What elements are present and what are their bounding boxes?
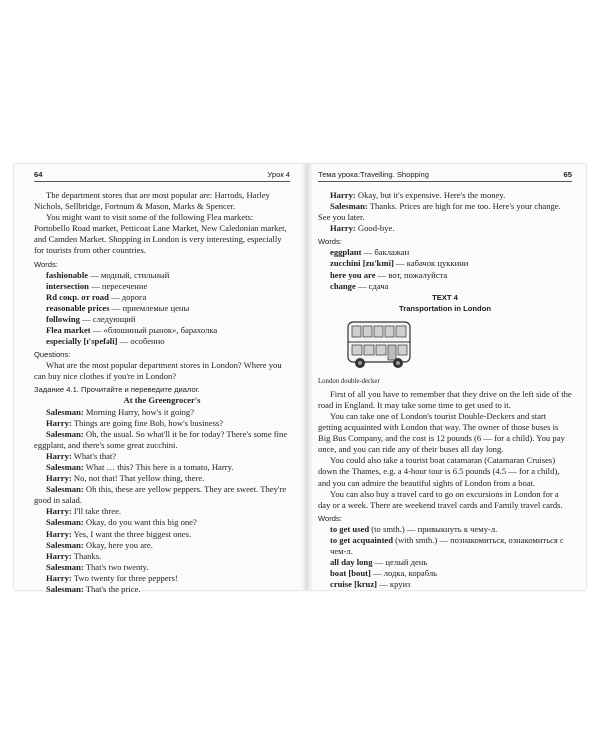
vocab-entry xyxy=(330,524,572,535)
dialog-line xyxy=(318,223,572,234)
dialog-line xyxy=(34,529,290,540)
vocab-term: zucchini [zu'kɪni] xyxy=(330,258,394,269)
body-paragraph: You can take one of London's tourist Double-Deckers and start getting acquainted with London that way. The owner of those buses is Big Bus Company, and the cost is 12 pounds (6 — for a child). You pay once, and you can ride any of their buses all day long. xyxy=(318,410,565,455)
dialog-speaker: Salesman: xyxy=(330,201,368,212)
vocab-entry xyxy=(330,247,572,258)
vocab-term: following xyxy=(46,313,80,324)
vocab-definition: (to smth.) — привыкнуть к чему-л. xyxy=(369,523,498,534)
dialog-text: I'll take three. xyxy=(71,506,122,517)
vocab-term: to get acquainted xyxy=(330,534,394,545)
vocab-term: fashionable xyxy=(46,269,89,280)
vocab-definition: — модный, стильный xyxy=(88,269,170,280)
dialog-speaker: Salesman: xyxy=(46,517,84,528)
text-number: TEXT 4 xyxy=(432,292,458,302)
double-decker-illustration xyxy=(346,318,412,375)
body-paragraph: First of all you have to remember that they drive on the left side of the road in England. It may take some time to get used to it. xyxy=(318,388,572,410)
vocab-term: to get used xyxy=(330,523,370,534)
book-spread xyxy=(14,164,586,594)
vocab-entry xyxy=(46,270,290,281)
body-paragraph: You can also buy a travel card to go on excursions in London for a day or a week. There are weekend travel cards and Family travel cards. xyxy=(318,488,563,510)
dialog-text: Oh this, these are yellow peppers. They are sweet. They're good in salad. xyxy=(34,484,287,506)
dialog-speaker: Harry: xyxy=(46,506,72,517)
left-page-number: 64 xyxy=(34,170,43,179)
vocab-entry xyxy=(46,303,290,314)
dialog-text: Thanks. Prices are high for me too. Here's your change. See you later. xyxy=(318,201,561,223)
words-heading: Words: xyxy=(318,237,342,247)
vocab-entry xyxy=(330,557,572,568)
vocab-definition: — кабачок цуккини xyxy=(393,258,469,269)
questions-heading: Questions: xyxy=(34,350,71,360)
dialog-speaker: Salesman: xyxy=(46,561,84,572)
right-running-title: Тема урока:Travelling. Shopping xyxy=(318,170,429,179)
dialog-line xyxy=(34,429,290,451)
dialog-speaker: Salesman: xyxy=(46,406,84,417)
dialog-speaker: Salesman: xyxy=(46,584,84,594)
dialog-speaker: Salesman: xyxy=(46,539,84,550)
words-heading: Words: xyxy=(34,259,58,269)
vocab-definition: — круиз xyxy=(377,579,411,590)
dialog-text: Okay, but it's expensive. Here's the money. xyxy=(355,190,506,200)
dialog-line xyxy=(34,517,290,528)
dialog-text: Okay, do you want this big one? xyxy=(83,517,197,528)
dialog-line xyxy=(34,540,290,551)
vocab-definition: — баклажан xyxy=(361,247,410,258)
vocab-definition: — вот, пожалуйста xyxy=(375,269,448,280)
vocab-entry xyxy=(330,535,572,557)
task-heading: Задание 4.1. Прочитайте и переведите диалог. xyxy=(34,385,200,395)
dialog-line xyxy=(34,551,290,562)
dialog-speaker: Harry: xyxy=(46,572,72,583)
dialog-speaker: Harry: xyxy=(330,190,356,200)
vocab-term: Flea market xyxy=(46,325,91,336)
dialog-speaker: Harry: xyxy=(46,450,72,461)
vocab-entry xyxy=(46,292,290,303)
vocab-definition: — следующий xyxy=(79,313,136,324)
dialog-text: Yes, I want the three biggest ones. xyxy=(71,528,192,539)
book-gutter xyxy=(301,164,313,590)
dialog-text: What's that? xyxy=(71,450,117,461)
dialog-speaker: Salesman: xyxy=(46,461,84,472)
dialog-line xyxy=(34,484,290,506)
vocab-definition: — «блошиный рынок», барахолка xyxy=(90,325,218,336)
body-paragraph: You could also take a tourist boat catamaran (Catamaran Cruises) down the Thames, e.g. a 4-hour tour is 6.5 pounds (4.5 — for a child), and you can admire the beautiful sights of London from a boat. xyxy=(318,455,560,488)
dialog-speaker: Harry: xyxy=(46,550,72,561)
vocab-term: Rd сокр. от road xyxy=(46,291,109,302)
dialog-line xyxy=(34,473,290,484)
vocab-term: intersection xyxy=(46,280,89,291)
vocab-definition: — дорога xyxy=(108,291,147,302)
text-title: Transportation in London xyxy=(399,303,491,313)
dialog-line xyxy=(34,451,290,462)
left-page xyxy=(34,170,290,595)
dialog-text: No, not that! That yellow thing, there. xyxy=(71,473,205,484)
vocab-entry xyxy=(330,270,572,281)
dialog-speaker: Harry: xyxy=(46,417,72,428)
vocab-term: reasonable prices xyxy=(46,302,110,313)
vocab-term: eggplant xyxy=(330,247,362,258)
dialog-text: Okay, here you are. xyxy=(83,539,153,550)
vocab-definition: — особенно xyxy=(117,336,165,347)
dialog-text: Two twenty for three peppers! xyxy=(71,572,178,583)
vocab-term: cruise [kruz] xyxy=(330,579,378,590)
dialog-line xyxy=(34,562,290,573)
vocab-term: all day long xyxy=(330,557,373,568)
intro-paragraph: The department stores that are most popular are: Harrods, Harley Nichols, Sellbridge, Fortnum & Mason, Marks & Spencer. xyxy=(34,190,270,212)
right-page-number: 65 xyxy=(563,170,572,179)
dialog-line xyxy=(318,201,572,223)
vocab-entry xyxy=(46,314,290,325)
vocab-term: boat [bout] xyxy=(330,568,371,579)
dialog-speaker: Harry: xyxy=(330,223,356,234)
vocab-term: change xyxy=(330,280,356,291)
vocab-entry xyxy=(330,568,572,579)
dialog-line xyxy=(34,506,290,517)
vocab-entry xyxy=(46,336,290,347)
vocab-definition: — лодка, корабль xyxy=(370,568,438,579)
right-page xyxy=(318,170,572,590)
vocab-definition: (with smth.) — познакомиться, ознакомиться с чем-л. xyxy=(330,534,564,556)
dialog-title: At the Greengrocer's xyxy=(123,395,201,406)
dialog-text: Thanks. xyxy=(71,550,102,561)
dialog-text: That's the price. xyxy=(83,584,141,594)
left-running-title: Урок 4 xyxy=(267,170,290,179)
dialog-speaker: Harry: xyxy=(46,528,72,539)
vocab-entry xyxy=(46,281,290,292)
vocab-definition: — приемлемые цены xyxy=(109,302,190,313)
dialog-speaker: Harry: xyxy=(46,473,72,484)
illustration-caption: London double-decker xyxy=(318,377,380,385)
dialog-text: Morning Harry, how's it going? xyxy=(83,406,195,417)
vocab-definition: — сдача xyxy=(355,280,389,291)
left-running-head xyxy=(34,170,290,182)
dialog-line xyxy=(34,584,290,595)
vocab-definition: — пересечение xyxy=(88,280,148,291)
vocab-term: especially [ɪ'spefəli] xyxy=(46,336,118,347)
vocab-entry xyxy=(46,325,290,336)
vocab-entry xyxy=(330,258,572,269)
dialog-line xyxy=(34,462,290,473)
dialog-text: Things are going fine Bob, how's business? xyxy=(71,417,224,428)
vocab-entry xyxy=(330,579,572,590)
dialog-text: Good-bye. xyxy=(355,223,395,234)
vocab-definition: — целый день xyxy=(372,557,428,568)
dialog-line xyxy=(34,418,290,429)
words-heading: Words: xyxy=(318,513,342,523)
dialog-text: Oh, the usual. So what'll it be for today? There's some fine eggplant, and there's some great zucchini. xyxy=(34,428,288,450)
right-running-head xyxy=(318,170,572,182)
dialog-text: That's two twenty. xyxy=(83,561,149,572)
vocab-entry xyxy=(330,281,572,292)
dialog-text: What … this? This here is a tomato, Harry. xyxy=(83,461,234,472)
dialog-line xyxy=(34,573,290,584)
dialog-line xyxy=(34,407,290,418)
dialog-speaker: Salesman: xyxy=(46,428,84,439)
double-decker-bus-icon xyxy=(346,318,412,370)
questions-text: What are the most popular department stores in London? Where you can buy nice clothes if you're in London? xyxy=(34,360,282,382)
intro-paragraph: You might want to visit some of the following Flea markets: Portobello Road market, Petticoat Lane Market, New Caledonian market, and Camden Market. Shopping in London is very interesting, especially for tourists from other countries. xyxy=(34,212,287,256)
dialog-speaker: Salesman: xyxy=(46,484,84,495)
dialog-line xyxy=(318,190,572,201)
vocab-term: here you are xyxy=(330,269,376,280)
